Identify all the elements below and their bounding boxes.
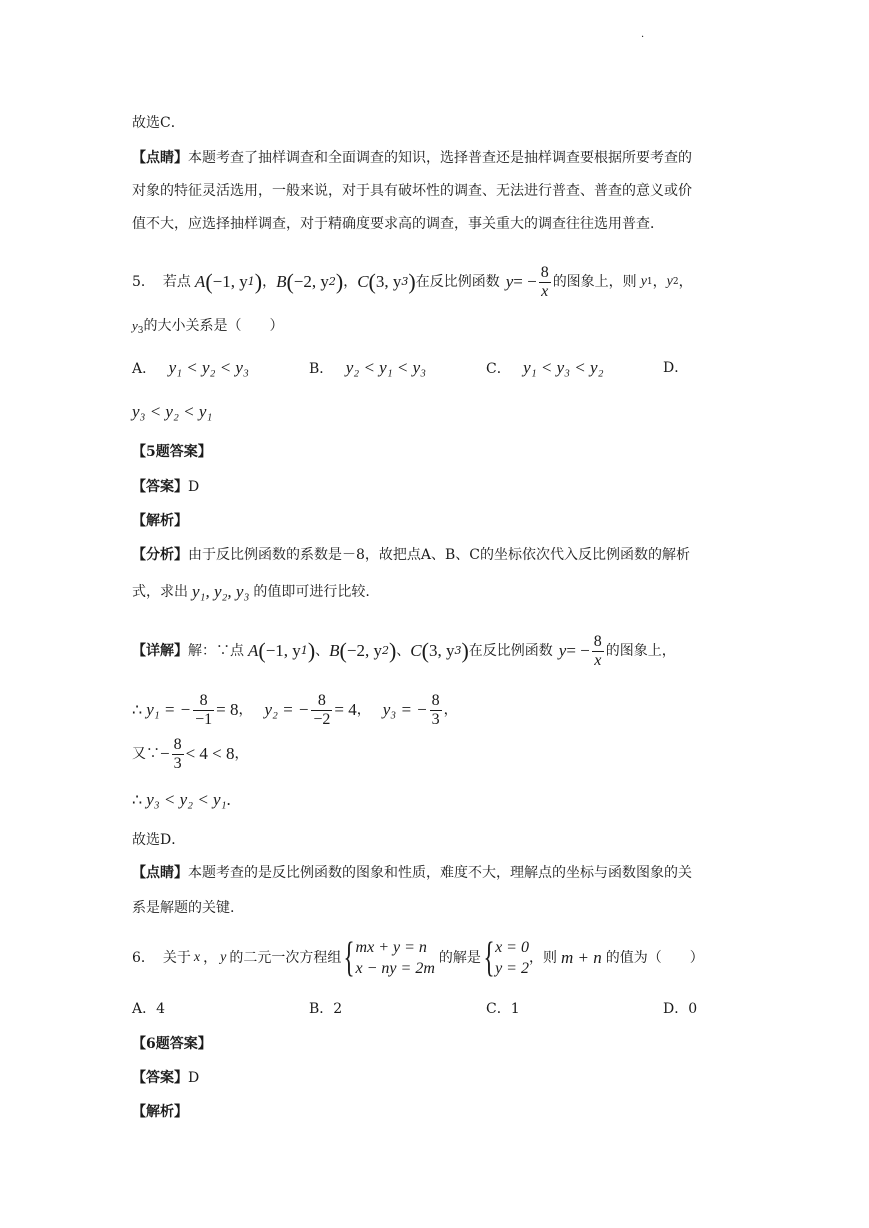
comment-line-1 (132, 863, 692, 883)
option-expr: y₁ < y₃ < y₂ (523, 358, 604, 377)
stem-text: 在反比例函数 (415, 274, 500, 290)
inequality-line (132, 732, 249, 776)
sum-expr: m + n (560, 948, 602, 967)
answer-line-5 (132, 477, 199, 497)
answer-value: D (188, 1070, 200, 1086)
separator: ， (234, 746, 249, 762)
stem-text: 的二元一次方程组 (229, 950, 342, 966)
analysis-tag-5: 【解析】 (132, 513, 188, 529)
stem-text: 若点 (162, 274, 191, 290)
point-c: C (357, 272, 369, 291)
separator: ， (238, 702, 253, 718)
var-y1: y (640, 274, 647, 289)
fenxi-line-1 (132, 545, 690, 565)
solution-2: y = 2 (495, 960, 529, 977)
separator: ， (678, 274, 693, 290)
point-c: C (410, 641, 422, 660)
answer-line-6 (132, 1068, 199, 1088)
stem-text: 的大小关系是（ ） (143, 318, 284, 334)
question-number: 5． (132, 274, 155, 290)
equation-2: x − ny = 2m (355, 960, 435, 977)
therefore-symbol: ∴ (132, 790, 143, 809)
var-y2: y (666, 274, 673, 289)
calc-line (132, 686, 458, 734)
option-a[interactable] (132, 358, 249, 379)
option-expr: y₃ < y₂ < y₁ (132, 402, 213, 421)
separator: 、 (315, 643, 330, 659)
header-dot: · (641, 32, 645, 43)
comment-line: 值不大，应选择抽样调查，对于精确度要求高的调查，事关重大的调查往往选用普查． (132, 216, 664, 232)
fraction-8-over-3: $\frac{8}{3}$ (173, 735, 182, 772)
fenxi-text: 式，求出 (132, 584, 188, 600)
option-d-expr (132, 402, 212, 423)
detail-text: 在反比例函数 (468, 643, 553, 659)
inequality-rest: < 4 < 8 (185, 744, 235, 763)
fraction-8-over-x: $\frac{8}{x}$ (540, 263, 549, 300)
comment-line: 本题考查了抽样调查和全面调查的知识，选择普查还是抽样调查要根据所要考查的 (188, 150, 692, 166)
fraction-8-over-neg2: $\frac{8}{-2}$ (313, 691, 331, 728)
option-expr: y₂ < y₁ < y₃ (345, 358, 427, 377)
point-a-args: −1, y (212, 272, 248, 291)
separator: ， (356, 702, 371, 718)
comment-tag: 【点睛】 (132, 150, 188, 166)
fraction-8-over-neg1: $\frac{8}{-1}$ (195, 691, 213, 728)
again-text: 又∵ (132, 746, 160, 762)
equation-system (356, 937, 435, 979)
answer-header-5: 【5题答案】 (132, 444, 212, 460)
point-c-args: 3, y (428, 641, 455, 660)
question-6-stem (132, 932, 704, 984)
answer-tag: 【答案】 (132, 1070, 188, 1086)
solution-1: x = 0 (495, 939, 529, 956)
fenxi-expr: y₁, y₂, y₃ (192, 582, 250, 601)
option-label: B． (309, 361, 334, 377)
period: . (226, 790, 231, 809)
calc-y1: y₁ = − (146, 700, 192, 719)
point-a-args: −1, y (265, 641, 301, 660)
answer-value: D (188, 479, 200, 495)
separator: ， (262, 274, 277, 290)
stem-text: 的解是 (438, 950, 481, 966)
option-label: D． (663, 360, 689, 376)
equation-1: mx + y = n (355, 939, 427, 956)
point-b: B (329, 641, 340, 660)
detail-tag: 【详解】 (132, 643, 188, 659)
stem-text: 的图象上，则 (552, 274, 637, 290)
comment-text: 本题考查的是反比例函数的图象和性质，难度不大，理解点的坐标与函数图象的关 (188, 865, 692, 881)
q6-option-c[interactable]: C．1 (486, 1001, 520, 1017)
var-x: x (193, 950, 201, 965)
q6-option-b[interactable]: B．2 (309, 1001, 343, 1017)
stem-text: 的值为（ ） (605, 950, 704, 966)
point-a: A (248, 641, 259, 660)
separator: ， (343, 274, 358, 290)
minus-sign: − (160, 744, 170, 763)
question-5-stem-line2: $y_3$的大小关系是（ ） (132, 318, 284, 336)
var-y: y (220, 950, 227, 965)
fenxi-text: 由于反比例函数的系数是－8，故把点A、B、C的坐标依次代入反比例函数的解析 (188, 547, 691, 563)
q6-option-d[interactable]: D．0 (663, 1001, 698, 1017)
separator: ， (443, 702, 458, 718)
calc-y3: y₃ = − (382, 700, 428, 719)
point-b-args: −2, y (293, 272, 329, 291)
fenxi-line-2 (132, 582, 370, 602)
function-eq: = − (513, 272, 537, 291)
calc-result: = 8 (216, 700, 239, 719)
question-5-stem: 5． 若点 A ( −1, y 1 ) ， B ( −2, y 2 ) ， C ( 3, y 3 ) 在反比例函数 y = − $\frac{8}{x}$ 的图象上，则 y 1 ， y 2 ， (132, 263, 693, 300)
question-number: 6． (132, 950, 155, 966)
point-c-args: 3, y (375, 272, 402, 291)
analysis-tag-6: 【解析】 (132, 1104, 188, 1120)
comment-tag: 【点睛】 (132, 865, 188, 881)
left-brace: { (483, 935, 495, 981)
separator: ， (203, 950, 218, 966)
fraction-8-over-3: $\frac{8}{3}$ (431, 691, 440, 728)
solution-system (495, 937, 529, 979)
option-d[interactable] (663, 358, 688, 378)
fenxi-tag: 【分析】 (132, 547, 188, 563)
point-a: A (194, 272, 206, 291)
function-eq: = − (566, 641, 590, 660)
comment-block-1 (132, 148, 692, 168)
option-label: C． (486, 361, 511, 377)
detail-line-1: 【详解】 解：∵点 A ( −1, y 1 ) 、 B ( −2, y 2 ) 、 C ( 3, y 3 ) 在反比例函数 y = − $\frac{8}{x}$ 的图象上， (132, 632, 676, 669)
answer-header-6: 【6题答案】 (132, 1036, 212, 1052)
calc-result: = 4 (334, 700, 357, 719)
separator: 、 (396, 643, 411, 659)
stem-text: ，则 (528, 950, 557, 966)
conclusion-expr: y₃ < y₂ < y₁ (146, 790, 227, 809)
separator: ， (652, 274, 667, 290)
fraction-8-over-x: $\frac{8}{x}$ (593, 632, 602, 669)
therefore-symbol: ∴ (132, 700, 143, 719)
calc-y2: y₂ = − (264, 700, 310, 719)
conclusion-line (132, 790, 231, 810)
answer-tag: 【答案】 (132, 479, 188, 495)
point-b: B (276, 272, 287, 291)
fenxi-text: 的值即可进行比较. (253, 584, 370, 600)
option-c[interactable] (486, 358, 603, 379)
q6-option-a[interactable]: A．4 (132, 1001, 166, 1017)
option-expr: y₁ < y₂ < y₃ (168, 358, 249, 377)
option-b[interactable] (309, 358, 426, 379)
choose-line: 故选D． (132, 832, 186, 848)
function-y: y (558, 641, 567, 660)
detail-text: 的图象上， (605, 643, 676, 659)
previous-choice: 故选C． (132, 115, 185, 131)
point-b-args: −2, y (346, 641, 382, 660)
detail-text: 解：∵点 (188, 643, 244, 659)
option-label: A． (132, 361, 157, 377)
function-y: y (505, 272, 514, 291)
comment-line-2: 系是解题的关键. (132, 900, 235, 916)
var-y3: y (132, 318, 138, 333)
stem-text: 关于 (162, 950, 191, 966)
comment-line: 对象的特征灵活选用，一般来说，对于具有破坏性的调查、无法进行普查、普查的意义或价 (132, 183, 692, 199)
left-brace: { (343, 935, 355, 981)
